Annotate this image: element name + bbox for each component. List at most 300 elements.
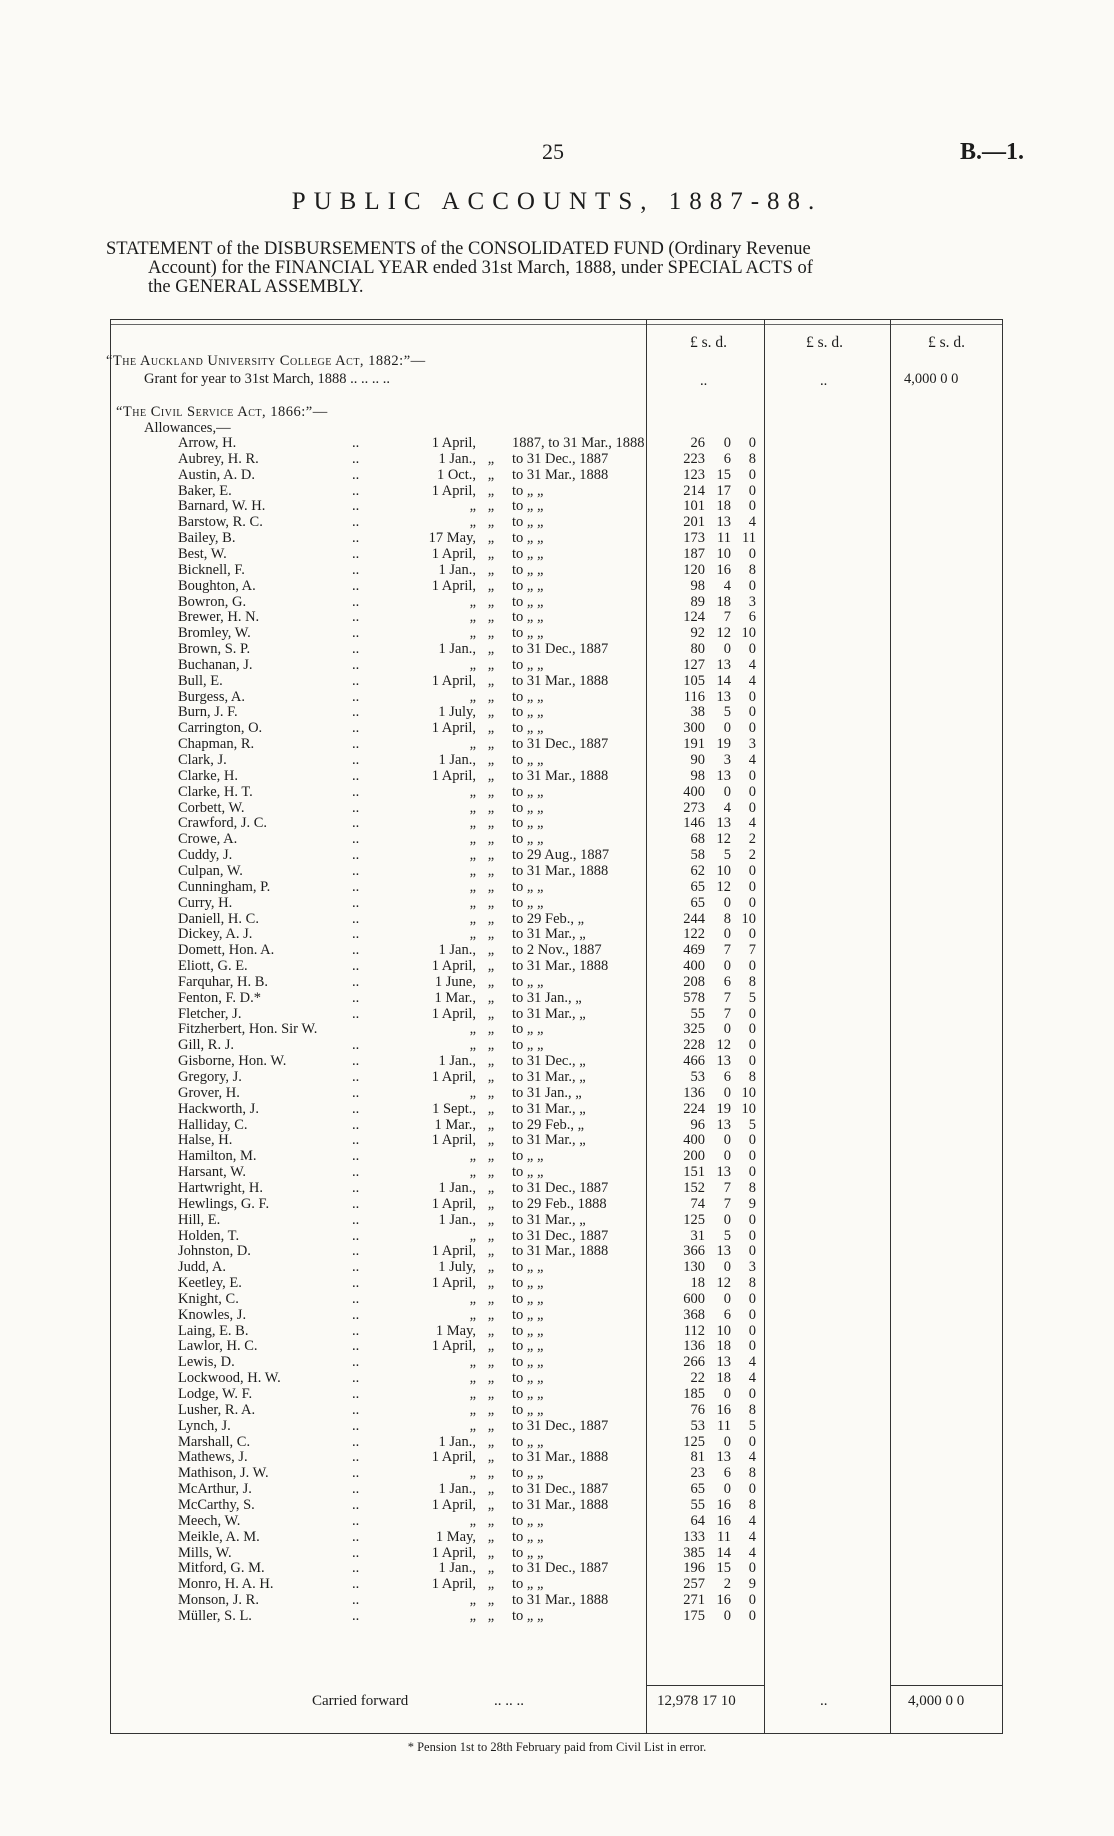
period-to: to „ „ xyxy=(512,609,544,626)
payee-name: Monro, H. A. H. xyxy=(178,1576,274,1593)
payee-name: Buchanan, J. xyxy=(178,656,253,673)
amount-pence: 8 xyxy=(748,450,756,467)
amount-pounds: 120 xyxy=(683,561,705,578)
period-to: to 31 Mar., „ xyxy=(512,1069,586,1085)
table-row xyxy=(0,1244,1114,1258)
period-from: „ xyxy=(469,1148,476,1165)
amount-pence: 10 xyxy=(741,625,756,642)
amount-shillings: 19 xyxy=(716,736,731,753)
period-from: 1 April, xyxy=(431,1195,476,1212)
leader-dots: .. xyxy=(352,1037,360,1054)
table-row xyxy=(0,1387,1114,1401)
amount-pounds: 266 xyxy=(683,1354,705,1371)
amount-shillings: 15 xyxy=(716,466,731,483)
leader-dots: .. xyxy=(352,1179,360,1196)
period-from: „ xyxy=(469,1021,476,1038)
leader-dots: .. xyxy=(352,593,360,610)
leader-dots: .. xyxy=(352,1116,360,1133)
amount-pence: 0 xyxy=(748,926,756,943)
table-row xyxy=(0,1355,1114,1369)
payee-name: Fletcher, J. xyxy=(178,1005,242,1022)
table-row xyxy=(0,1308,1114,1322)
column-header-2: £ s. d. xyxy=(806,334,844,351)
amount-shillings: 13 xyxy=(716,656,731,673)
period-to: to „ „ xyxy=(512,1148,544,1165)
period-from: „ xyxy=(469,609,476,626)
amount-shillings: 0 xyxy=(723,1259,731,1276)
period-from: „ xyxy=(469,1306,476,1323)
amount-pence: 8 xyxy=(748,1465,756,1482)
table-row xyxy=(0,1466,1114,1480)
period-to: to „ „ xyxy=(512,831,544,848)
leader-dots: .. xyxy=(352,561,360,578)
ditto-mark: „ xyxy=(487,1544,495,1561)
amount-shillings: 12 xyxy=(716,831,731,848)
period-to: to 31 Dec., 1887 xyxy=(512,1560,609,1577)
period-to: to „ „ xyxy=(512,1037,544,1054)
amount-pence: 4 xyxy=(748,656,756,673)
period-to: to „ „ xyxy=(512,1401,544,1418)
period-from: 1 Jan., xyxy=(438,641,476,658)
amount-shillings: 11 xyxy=(717,1417,731,1434)
leader-dots: .. xyxy=(352,1069,360,1085)
leader-dots: .. xyxy=(352,1449,360,1466)
table-row xyxy=(0,1260,1114,1274)
ditto-mark: „ xyxy=(487,799,495,816)
leader-dots: .. xyxy=(352,466,360,483)
ditto-mark: „ xyxy=(487,656,495,673)
period-from: 1 Jan., xyxy=(438,561,476,578)
leader-dots: .. xyxy=(352,1401,360,1418)
period-to: to 29 Feb., 1888 xyxy=(512,1195,607,1212)
payee-name: Best, W. xyxy=(178,545,227,562)
payee-name: Culpan, W. xyxy=(178,862,243,879)
payee-name: Lodge, W. F. xyxy=(178,1386,253,1402)
period-from: „ xyxy=(469,1401,476,1418)
amount-shillings: 16 xyxy=(716,1512,731,1529)
period-to: to 31 Dec., 1887 xyxy=(512,1179,609,1196)
period-from: „ xyxy=(469,831,476,848)
ditto-mark: „ xyxy=(487,1211,495,1228)
table-row xyxy=(0,927,1114,941)
period-to: to „ „ xyxy=(512,561,544,578)
amount-shillings: 6 xyxy=(723,1306,731,1323)
ditto-mark: „ xyxy=(487,815,495,832)
table-row xyxy=(0,785,1114,799)
amount-pounds: 65 xyxy=(690,1481,705,1498)
amount-pounds: 208 xyxy=(683,973,705,990)
table-top-rule xyxy=(110,319,1002,320)
leader-dots: .. xyxy=(352,1481,360,1498)
payee-name: Clarke, H. xyxy=(178,767,238,784)
period-from: „ xyxy=(469,862,476,879)
table-row xyxy=(0,579,1114,593)
payee-name: Gill, R. J. xyxy=(178,1037,234,1054)
leader-dots: .. xyxy=(352,625,360,642)
payee-name: Farquhar, H. B. xyxy=(178,973,269,990)
table-row xyxy=(0,1007,1114,1021)
ditto-mark: „ xyxy=(487,1021,495,1038)
ditto-mark: „ xyxy=(487,752,495,768)
table-row xyxy=(0,1593,1114,1607)
period-from: „ xyxy=(469,736,476,753)
amount-pence: 4 xyxy=(748,672,756,689)
ditto-mark: „ xyxy=(487,1306,495,1323)
amount-shillings: 0 xyxy=(723,926,731,943)
payee-name: Grover, H. xyxy=(178,1084,240,1101)
payee-name: Johnston, D. xyxy=(178,1243,251,1260)
amount-pounds: 53 xyxy=(690,1417,705,1434)
auckland-col2: .. xyxy=(820,373,828,389)
period-to: to „ „ xyxy=(512,1164,544,1181)
ditto-mark: „ xyxy=(487,1322,495,1339)
ditto-mark: „ xyxy=(487,973,495,990)
table-row xyxy=(0,1070,1114,1084)
leader-dots: .. xyxy=(352,894,360,911)
period-from: „ xyxy=(469,1386,476,1402)
amount-shillings: 13 xyxy=(716,1449,731,1466)
table-row xyxy=(0,1609,1114,1623)
amount-pence: 0 xyxy=(748,1607,756,1624)
amount-pounds: 55 xyxy=(690,1005,705,1022)
amount-shillings: 7 xyxy=(723,1195,731,1212)
amount-pence: 0 xyxy=(748,641,756,658)
ditto-mark: „ xyxy=(487,1069,495,1085)
period-from: „ xyxy=(469,1592,476,1609)
table-row xyxy=(0,531,1114,545)
period-to: to „ „ xyxy=(512,545,544,562)
period-to: to „ „ xyxy=(512,688,544,705)
period-to: to 2 Nov., 1887 xyxy=(512,942,602,959)
period-from: 1 April, xyxy=(431,482,476,499)
leader-dots: .. xyxy=(352,609,360,626)
payee-name: Hartwright, H. xyxy=(178,1179,263,1196)
amount-pounds: 105 xyxy=(683,672,705,689)
amount-pounds: 214 xyxy=(683,482,705,499)
period-from: 1 April, xyxy=(431,1005,476,1022)
amount-shillings: 0 xyxy=(723,1386,731,1402)
leader-dots: .. xyxy=(352,435,360,451)
amount-shillings: 12 xyxy=(716,1037,731,1054)
ditto-mark: „ xyxy=(487,1053,495,1070)
payee-name: Hackworth, J. xyxy=(178,1100,259,1117)
amount-pounds: 368 xyxy=(683,1306,705,1323)
table-row xyxy=(0,832,1114,846)
amount-shillings: 18 xyxy=(716,1370,731,1387)
statement-title xyxy=(106,240,1006,297)
amount-pence: 4 xyxy=(748,1544,756,1561)
carried-forward-col2: .. xyxy=(820,1693,828,1709)
amount-pounds: 23 xyxy=(690,1465,705,1482)
leader-dots: .. xyxy=(352,1417,360,1434)
payee-name: Crawford, J. C. xyxy=(178,815,268,832)
amount-shillings: 0 xyxy=(723,1148,731,1165)
amount-pounds: 187 xyxy=(683,545,705,562)
amount-pounds: 244 xyxy=(683,910,705,927)
period-to: to „ „ xyxy=(512,1544,544,1561)
period-to: to „ „ xyxy=(512,1354,544,1371)
table-row xyxy=(0,595,1114,609)
period-from: „ xyxy=(469,878,476,895)
amount-shillings: 0 xyxy=(723,720,731,737)
amount-shillings: 16 xyxy=(716,1401,731,1418)
period-from: 1 April, xyxy=(431,958,476,975)
period-to: to 31 Jan., „ xyxy=(512,989,582,1006)
amount-shillings: 13 xyxy=(716,688,731,705)
period-to: to „ „ xyxy=(512,815,544,832)
amount-pounds: 257 xyxy=(683,1576,705,1593)
period-from: 1 Mar., xyxy=(434,989,476,1006)
period-to: to „ „ xyxy=(512,482,544,499)
payee-name: Mathison, J. W. xyxy=(178,1465,269,1482)
amount-shillings: 16 xyxy=(716,1496,731,1513)
period-to: to 31 Mar., „ xyxy=(512,1100,586,1117)
period-to: to 31 Dec., 1887 xyxy=(512,1227,609,1244)
leader-dots: .. xyxy=(352,1576,360,1593)
payee-name: Fitzherbert, Hon. Sir W. xyxy=(178,1021,318,1038)
amount-pence: 0 xyxy=(748,1592,756,1609)
amount-shillings: 0 xyxy=(723,641,731,658)
period-from: 1 Jan., xyxy=(438,1560,476,1577)
payee-name: Halliday, C. xyxy=(178,1116,248,1133)
amount-pounds: 26 xyxy=(690,435,705,451)
leader-dots: .. xyxy=(352,530,360,547)
amount-pence: 8 xyxy=(748,1275,756,1292)
amount-pounds: 112 xyxy=(683,1322,705,1339)
payee-name: Crowe, A. xyxy=(178,831,238,848)
amount-pounds: 65 xyxy=(690,894,705,911)
amount-shillings: 18 xyxy=(716,498,731,515)
amount-pounds: 31 xyxy=(690,1227,705,1244)
amount-pence: 0 xyxy=(748,1386,756,1402)
table-row xyxy=(0,1292,1114,1306)
period-to: to 31 Dec., 1887 xyxy=(512,736,609,753)
ditto-mark: „ xyxy=(487,1465,495,1482)
amount-pence: 0 xyxy=(748,1290,756,1307)
payee-name: Austin, A. D. xyxy=(178,466,255,483)
amount-pounds: 116 xyxy=(683,688,705,705)
period-from: 1 Jan., xyxy=(438,1433,476,1450)
amount-shillings: 7 xyxy=(723,1179,731,1196)
amount-shillings: 13 xyxy=(716,815,731,832)
amount-pence: 10 xyxy=(741,1084,756,1101)
payee-name: Cunningham, P. xyxy=(178,878,271,895)
table-row xyxy=(0,975,1114,989)
table-row xyxy=(0,753,1114,767)
amount-pence: 0 xyxy=(748,545,756,562)
ditto-mark: „ xyxy=(487,783,495,800)
table-row xyxy=(0,547,1114,561)
ditto-mark: „ xyxy=(487,894,495,911)
ditto-mark: „ xyxy=(487,720,495,737)
table-row xyxy=(0,1038,1114,1052)
payee-name: Mills, W. xyxy=(178,1544,232,1561)
table-row xyxy=(0,452,1114,466)
amount-pence: 0 xyxy=(748,958,756,975)
ditto-mark: „ xyxy=(487,1148,495,1165)
table-row xyxy=(0,1118,1114,1132)
amount-shillings: 2 xyxy=(723,1576,731,1593)
table-row xyxy=(0,896,1114,910)
table-row xyxy=(0,1546,1114,1560)
amount-pounds: 400 xyxy=(683,783,705,800)
table-row xyxy=(0,1324,1114,1338)
amount-shillings: 18 xyxy=(716,593,731,610)
leader-dots: .. xyxy=(352,1592,360,1609)
ditto-mark: „ xyxy=(487,498,495,515)
period-from: 1 Mar., xyxy=(434,1116,476,1133)
period-from: „ xyxy=(469,1417,476,1434)
table-row xyxy=(0,610,1114,624)
ditto-mark: „ xyxy=(487,1084,495,1101)
amount-shillings: 0 xyxy=(723,1021,731,1038)
payee-name: Laing, E. B. xyxy=(178,1322,249,1339)
period-from: „ xyxy=(469,1227,476,1244)
ditto-mark: „ xyxy=(487,767,495,784)
table-row xyxy=(0,563,1114,577)
amount-pounds: 64 xyxy=(690,1512,705,1529)
amount-pounds: 55 xyxy=(690,1496,705,1513)
amount-pence: 0 xyxy=(748,466,756,483)
amount-pounds: 300 xyxy=(683,720,705,737)
amount-pounds: 62 xyxy=(690,862,705,879)
payee-name: Gisborne, Hon. W. xyxy=(178,1053,287,1070)
amount-pence: 0 xyxy=(748,1132,756,1149)
period-to: to „ „ xyxy=(512,1259,544,1276)
period-from: 1 April, xyxy=(431,1132,476,1149)
leader-dots: .. xyxy=(352,1290,360,1307)
period-to: to „ „ xyxy=(512,1607,544,1624)
ditto-mark: „ xyxy=(487,482,495,499)
leader-dots: .. xyxy=(352,815,360,832)
leader-dots: .. xyxy=(352,767,360,784)
payee-name: Lusher, R. A. xyxy=(178,1401,256,1418)
amount-pence: 8 xyxy=(748,561,756,578)
amount-pounds: 136 xyxy=(683,1338,705,1355)
period-to: to „ „ xyxy=(512,530,544,547)
payee-name: Halse, H. xyxy=(178,1132,233,1149)
footnote: * Pension 1st to 28th February paid from Civil List in error. xyxy=(407,1740,707,1754)
table-row xyxy=(0,1086,1114,1100)
amount-shillings: 11 xyxy=(717,530,731,547)
amount-shillings: 13 xyxy=(716,1116,731,1133)
leader-dots: .. xyxy=(352,720,360,737)
amount-shillings: 5 xyxy=(723,1227,731,1244)
period-to: to 31 Dec., 1887 xyxy=(512,1481,609,1498)
period-to: to 31 Dec., „ xyxy=(512,1053,586,1070)
ditto-mark: „ xyxy=(487,1592,495,1609)
leader-dots: .. xyxy=(352,1211,360,1228)
amount-shillings: 5 xyxy=(723,704,731,721)
payee-name: Dickey, A. J. xyxy=(178,926,253,943)
carried-forward-label: Carried forward xyxy=(312,1693,409,1709)
amount-pounds: 133 xyxy=(683,1528,705,1545)
amount-pence: 0 xyxy=(748,894,756,911)
amount-pence: 4 xyxy=(748,815,756,832)
leader-dots: .. xyxy=(352,1259,360,1276)
period-to: 1887, to 31 Mar., 1888 xyxy=(512,435,645,451)
table-row xyxy=(0,1435,1114,1449)
amount-pence: 0 xyxy=(748,1243,756,1260)
ditto-mark: „ xyxy=(487,1275,495,1292)
amount-pounds: 101 xyxy=(683,498,705,515)
ditto-mark: „ xyxy=(487,466,495,483)
period-from: 1 Sept., xyxy=(432,1100,476,1117)
amount-pounds: 65 xyxy=(690,878,705,895)
table-row xyxy=(0,674,1114,688)
amount-pounds: 366 xyxy=(683,1243,705,1260)
payee-name: Marshall, C. xyxy=(178,1433,251,1450)
period-to: to 31 Jan., „ xyxy=(512,1084,582,1101)
ditto-mark: „ xyxy=(487,514,495,531)
amount-shillings: 13 xyxy=(716,1354,731,1371)
amount-pence: 0 xyxy=(748,1227,756,1244)
amount-pence: 4 xyxy=(748,1370,756,1387)
statement-line: the GENERAL ASSEMBLY. xyxy=(148,277,364,297)
ditto-mark: „ xyxy=(487,1496,495,1513)
period-from: „ xyxy=(469,1607,476,1624)
payee-name: McCarthy, S. xyxy=(178,1496,255,1513)
period-from: „ xyxy=(469,1164,476,1181)
leader-dots: .. xyxy=(352,847,360,864)
period-to: to „ „ xyxy=(512,1370,544,1387)
amount-pence: 5 xyxy=(748,1116,756,1133)
ditto-mark: „ xyxy=(487,1417,495,1434)
period-from: „ xyxy=(469,688,476,705)
amount-pounds: 80 xyxy=(690,641,705,658)
amount-pounds: 125 xyxy=(683,1433,705,1450)
leader-dots: .. xyxy=(352,514,360,531)
amount-pounds: 151 xyxy=(683,1164,705,1181)
period-to: to 31 Mar., 1888 xyxy=(512,1449,609,1466)
leader-dots: .. xyxy=(352,704,360,721)
amount-pence: 2 xyxy=(748,831,756,848)
leader-dots: .. xyxy=(352,641,360,658)
period-from: „ xyxy=(469,799,476,816)
amount-pence: 8 xyxy=(748,1069,756,1085)
period-from: 1 Jan., xyxy=(438,450,476,467)
amount-pence: 8 xyxy=(748,1401,756,1418)
leader-dots: .. xyxy=(352,910,360,927)
amount-pounds: 224 xyxy=(683,1100,705,1117)
amount-pounds: 136 xyxy=(683,1084,705,1101)
payee-name: Carrington, O. xyxy=(178,720,263,737)
amount-pounds: 152 xyxy=(683,1179,705,1196)
payee-name: Aubrey, H. R. xyxy=(178,450,259,467)
ditto-mark: „ xyxy=(487,1354,495,1371)
amount-shillings: 13 xyxy=(716,514,731,531)
payee-name: Bromley, W. xyxy=(178,625,251,642)
amount-pence: 3 xyxy=(748,593,756,610)
ditto-mark: „ xyxy=(487,704,495,721)
ditto-mark: „ xyxy=(487,736,495,753)
amount-shillings: 16 xyxy=(716,561,731,578)
leader-dots: .. xyxy=(352,545,360,562)
table-row xyxy=(0,642,1114,656)
period-to: to „ „ xyxy=(512,1322,544,1339)
payee-name: Harsant, W. xyxy=(178,1164,247,1181)
table-row xyxy=(0,1450,1114,1464)
column-header-1: £ s. d. xyxy=(690,334,728,351)
period-to: to „ „ xyxy=(512,514,544,531)
carried-forward-col3: 4,000 0 0 xyxy=(908,1693,965,1709)
amount-pounds: 200 xyxy=(683,1148,705,1165)
payee-name: Barstow, R. C. xyxy=(178,514,263,531)
carried-forward-col1: 12,978 17 10 xyxy=(657,1693,736,1709)
period-to: to „ „ xyxy=(512,783,544,800)
amount-pence: 0 xyxy=(748,799,756,816)
table-row xyxy=(0,658,1114,672)
